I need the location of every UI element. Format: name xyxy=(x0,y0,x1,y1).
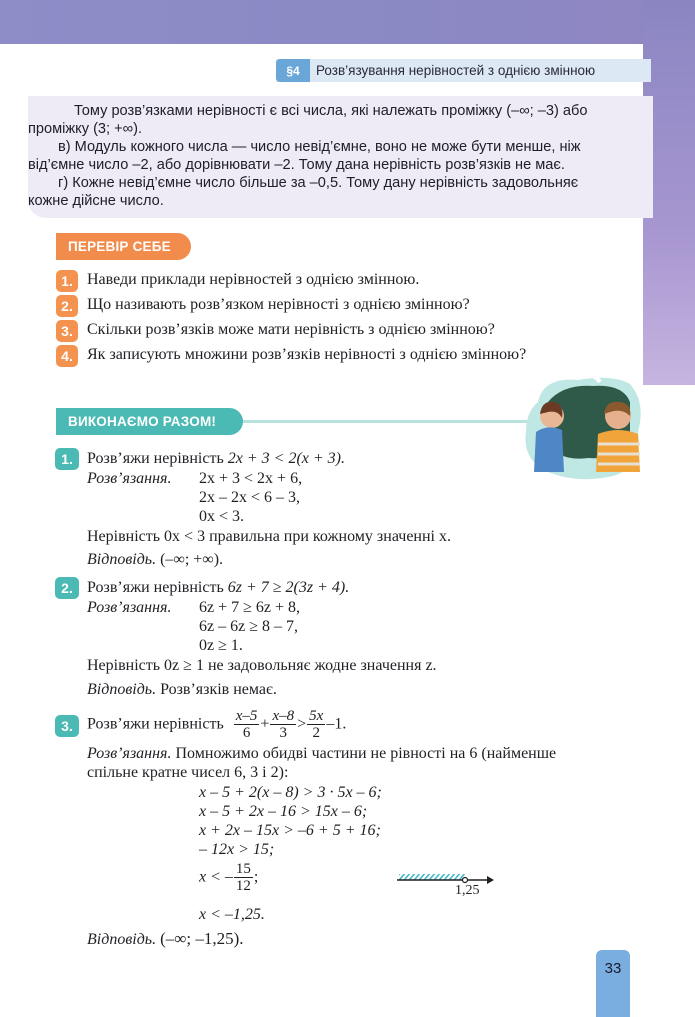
task-prefix: Розв’яжи нерівність xyxy=(87,450,228,467)
task-expression: 6z + 7 ≥ 2(3z + 4). xyxy=(227,579,350,596)
intro-line: від’ємне число –2, або дорівнювати –2. Тому дана нерівність розв’язків не має. xyxy=(28,157,565,173)
intro-line: г) Кожне невід’ємне число більше за –0,5. Тому дану нерівність задовольняє xyxy=(58,175,579,191)
section-header xyxy=(276,59,651,82)
question-number: 3. xyxy=(56,320,78,342)
question-text: Скільки розв’язків може мати нерівність з однією змінною? xyxy=(87,321,495,338)
number-line-label: 1,25 xyxy=(455,883,480,898)
heading-underline xyxy=(231,420,531,423)
fraction-denominator: 3 xyxy=(279,725,288,741)
fraction-numerator: 15 xyxy=(235,861,251,877)
exercise-number: 1. xyxy=(55,448,79,470)
intro-line: кожне дійсне число. xyxy=(28,193,164,209)
fraction-numerator: x–5 xyxy=(235,708,258,724)
fraction-denominator: 12 xyxy=(235,878,251,894)
fraction-numerator: x–8 xyxy=(272,708,295,724)
do-together-heading: ВИКОНАЄМО РАЗОМ! xyxy=(56,408,243,435)
top-band xyxy=(0,0,695,44)
question-number: 4. xyxy=(56,345,78,367)
solution-label: Розв’язання. xyxy=(87,470,172,487)
solution-step: 2x – 2x < 6 – 3, xyxy=(199,489,301,506)
fraction xyxy=(234,861,253,894)
intro-line: проміжку (3; +∞). xyxy=(28,121,142,137)
question-text: Як записують множини розв’язків нерівності з однією змінною? xyxy=(87,346,527,363)
question-number: 2. xyxy=(56,295,78,317)
page-number: 33 xyxy=(596,950,630,1017)
task-prefix: Розв’яжи нерівність xyxy=(87,715,224,733)
section-title: Розв’язування нерівностей з однією змінною xyxy=(316,63,596,78)
exercise-task xyxy=(87,579,349,597)
step-suffix: ; xyxy=(253,868,259,886)
answer xyxy=(87,681,277,699)
fraction xyxy=(234,708,260,741)
conclusion: Нерівність 0z ≥ 1 не задовольняє жодне значення z. xyxy=(87,657,437,674)
answer-label: Відповідь. xyxy=(87,551,157,568)
step-prefix: x < – xyxy=(199,868,233,886)
exercise-number: 3. xyxy=(55,715,79,737)
solution-label: Розв’язання. xyxy=(87,745,172,762)
number-line xyxy=(395,866,495,898)
intro-line: Тому розв’язками нерівності є всі числа, які належать проміжку (–∞; –3) або xyxy=(74,103,588,119)
question-number: 1. xyxy=(56,270,78,292)
solution-step: x + 2x – 15x > –6 + 5 + 16; xyxy=(199,822,381,839)
conclusion: Нерівність 0x < 3 правильна при кожному значенні x. xyxy=(87,528,451,545)
section-number: §4 xyxy=(276,59,310,82)
solution-step: x < –1,25. xyxy=(199,906,265,923)
exercise-number: 2. xyxy=(55,577,79,599)
task-prefix: Розв’яжи нерівність xyxy=(87,579,228,596)
solution-step xyxy=(199,861,258,894)
question-text: Що називають розв’язком нерівності з однією змінною? xyxy=(87,296,470,313)
solution-label: Розв’язання. xyxy=(87,599,172,616)
answer-value: (–∞; –1,25). xyxy=(160,929,244,948)
fraction-denominator: 2 xyxy=(312,725,320,741)
answer-label: Відповідь. xyxy=(87,681,157,698)
solution-step: x – 5 + 2(x – 8) > 3 · 5x – 6; xyxy=(199,784,382,801)
solution-step: 6z + 7 ≥ 6z + 8, xyxy=(199,599,301,616)
answer-value: (–∞; +∞). xyxy=(160,551,224,568)
task-expression: 2x + 3 < 2(x + 3). xyxy=(227,450,345,467)
exercise-task xyxy=(87,708,346,741)
solution-step: 2x + 3 < 2x + 6, xyxy=(199,470,303,487)
answer-label: Відповідь. xyxy=(87,931,157,948)
expression-tail: –1. xyxy=(326,715,347,733)
fraction-denominator: 6 xyxy=(242,725,251,741)
solution-step: – 12x > 15; xyxy=(199,841,275,858)
fraction xyxy=(270,708,296,741)
plus-sign: + xyxy=(260,715,270,733)
intro-line: в) Модуль кожного числа — число невід’ємне, воно не може бути менше, ніж xyxy=(58,139,581,155)
solution-step: 0z ≥ 1. xyxy=(199,637,243,654)
answer-value: Розв’язків немає. xyxy=(160,681,277,698)
exercise-task xyxy=(87,450,345,468)
students-at-blackboard-illustration xyxy=(518,372,648,482)
greater-sign: > xyxy=(297,715,307,733)
intro-box xyxy=(28,96,653,218)
fraction-numerator: 5x xyxy=(309,708,324,724)
question-text: Наведи приклади нерівностей з однією змінною. xyxy=(87,271,420,288)
answer xyxy=(87,551,223,569)
solution-text: Помножимо обидві частини не рівності на 6 (найменше xyxy=(171,745,557,762)
solution-step: 0x < 3. xyxy=(199,508,245,525)
check-yourself-heading: ПЕРЕВІР СЕБЕ xyxy=(56,233,191,260)
solution-text: спільне кратне чисел 6, 3 і 2): xyxy=(87,764,289,781)
answer xyxy=(87,929,244,949)
solution-step: 6z – 6z ≥ 8 – 7, xyxy=(199,618,298,635)
fraction xyxy=(307,708,325,741)
solution-step: x – 5 + 2x – 16 > 15x – 6; xyxy=(199,803,368,820)
solution-intro xyxy=(87,745,556,763)
